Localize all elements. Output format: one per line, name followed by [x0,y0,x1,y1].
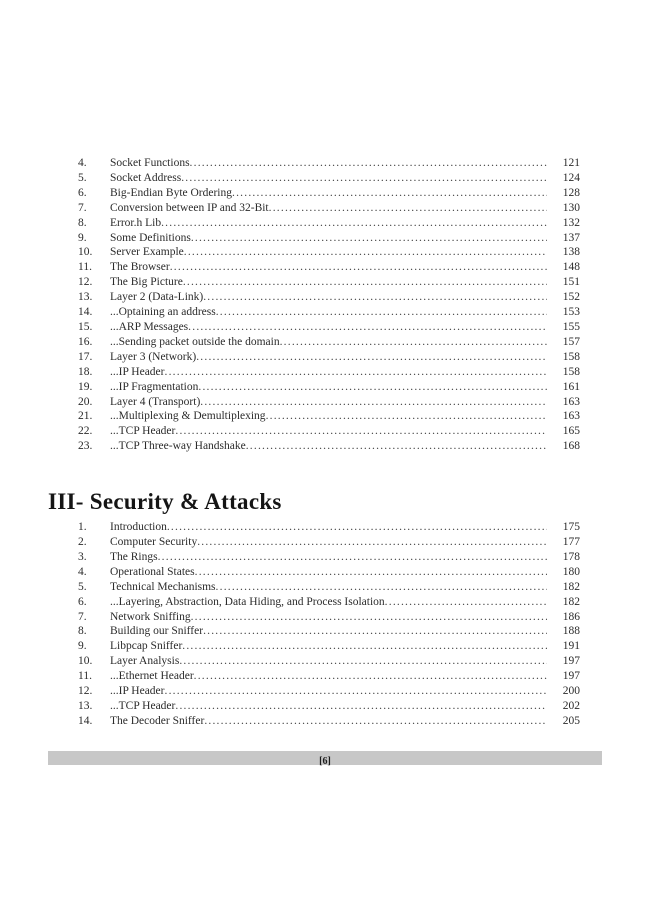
entry-title: ...TCP Three-way Handshake [110,440,246,453]
dot-leader [181,171,547,186]
entry-number: 23. [78,440,93,453]
entry-page: 163 [562,395,580,408]
toc-entry [48,156,580,171]
entry-number: 20. [78,395,93,408]
toc-entry [48,216,580,231]
entry-title: Layer 2 (Data-Link) [110,291,204,304]
entry-title: The Big Picture [110,276,183,289]
toc-entry [48,639,580,654]
toc-entry [48,350,580,365]
entry-number: 2. [78,536,87,549]
toc-entry [48,624,580,639]
toc-entry [48,409,580,424]
entry-number: 15. [78,320,93,333]
dot-leader [216,580,547,595]
entry-page: 182 [562,580,580,593]
dot-leader [197,535,547,550]
toc-list [48,520,580,729]
entry-number: 12. [78,685,93,698]
toc-entry [48,595,580,610]
dot-leader [179,654,547,669]
toc-entry [48,231,580,246]
entry-number: 14. [78,714,93,727]
entry-number: 7. [78,610,87,623]
entry-number: 10. [78,246,93,259]
entry-number: 19. [78,380,93,393]
dot-leader [195,565,547,580]
dot-leader [203,290,547,305]
dot-leader [280,335,547,350]
entry-number: 4. [78,157,87,169]
toc-entry [48,610,580,625]
dot-leader [204,714,547,729]
dot-leader [198,380,547,395]
toc-entry [48,186,580,201]
entry-title: Layer 4 (Transport) [110,395,201,408]
entry-page: 197 [562,655,580,668]
toc-entry [48,395,580,410]
entry-title: Some Definitions [110,231,191,244]
entry-title: ...Multiplexing & Demultiplexing [110,410,266,423]
entry-number: 6. [78,186,87,199]
entry-number: 5. [78,580,87,593]
dot-leader [170,260,547,275]
entry-page: 121 [562,157,580,169]
dot-leader [216,305,547,320]
entry-title: Introduction [110,521,167,534]
entry-title: Conversion between IP and 32-Bit [110,201,269,214]
entry-title: Libpcap Sniffer [110,640,183,653]
toc-entry [48,699,580,714]
entry-title: ...Ethernet Header [110,670,194,683]
toc-entry [48,201,580,216]
toc-entry [48,684,580,699]
toc-entry [48,290,580,305]
entry-page: 148 [562,261,580,274]
entry-title: ...TCP Header [110,425,176,438]
entry-page: 191 [562,640,580,653]
dot-leader [191,231,547,246]
toc-entry [48,535,580,550]
entry-page: 132 [562,216,580,229]
entry-title: Operational States [110,565,195,578]
toc-list [48,156,580,454]
toc-entry [48,520,580,535]
table-of-contents [48,156,580,729]
entry-page: 163 [562,410,580,423]
dot-leader [165,365,548,380]
entry-title: The Browser [110,261,170,274]
entry-number: 22. [78,425,93,438]
toc-section [48,156,580,454]
entry-page: 124 [562,171,580,184]
entry-title: ...Sending packet outside the domain [110,335,280,348]
dot-leader [232,186,547,201]
dot-leader [188,320,547,335]
entry-number: 21. [78,410,93,423]
entry-title: Socket Functions [110,157,190,169]
entry-title: ...IP Header [110,365,165,378]
entry-page: 182 [562,595,580,608]
entry-number: 9. [78,640,87,653]
entry-page: 205 [562,714,580,727]
dot-leader [161,216,547,231]
entry-page: 137 [562,231,580,244]
dot-leader [175,424,547,439]
entry-page: 161 [562,380,580,393]
dot-leader [200,395,547,410]
dot-leader [183,275,547,290]
entry-title: Error.h Lib [110,216,162,229]
entry-page: 197 [562,670,580,683]
toc-entry [48,305,580,320]
entry-title: Big-Endian Byte Ordering [110,186,233,199]
entry-title: ...ARP Messages [110,320,189,333]
entry-page: 188 [562,625,580,638]
entry-title: ...Optaining an address [110,306,216,319]
dot-leader [184,245,547,260]
toc-entry [48,320,580,335]
entry-number: 7. [78,201,87,214]
entry-number: 10. [78,655,93,668]
entry-page: 138 [562,246,580,259]
entry-title: ...IP Fragmentation [110,380,199,393]
dot-leader [175,699,547,714]
entry-number: 13. [78,291,93,304]
entry-page: 178 [562,550,580,563]
footer-page-number: [6] [319,756,331,767]
toc-entry [48,439,580,454]
dot-leader [203,624,547,639]
entry-page: 177 [562,536,580,549]
entry-title: ...TCP Header [110,700,176,712]
entry-page: 157 [562,335,580,348]
entry-page: 151 [562,276,580,289]
dot-leader [158,550,547,565]
entry-page: 158 [562,365,580,378]
toc-entry [48,275,580,290]
toc-section [48,454,580,729]
entry-title: The Rings [110,550,158,563]
entry-title: Layer Analysis [110,655,180,668]
entry-page: 168 [562,440,580,453]
toc-entry [48,365,580,380]
toc-entry [48,669,580,684]
entry-title: The Decoder Sniffer [110,714,205,727]
dot-leader [196,350,547,365]
entry-page: 165 [562,425,580,438]
toc-entry [48,714,580,729]
toc-entry [48,335,580,350]
entry-number: 6. [78,595,87,608]
dot-leader [165,684,548,699]
toc-entry [48,171,580,186]
entry-number: 11. [78,261,92,274]
entry-page: 155 [562,320,580,333]
toc-entry [48,550,580,565]
toc-entry [48,580,580,595]
entry-page: 202 [562,700,580,712]
entry-title: Technical Mechanisms [110,580,216,593]
dot-leader [194,669,547,684]
entry-title: Network Sniffing [110,610,191,623]
toc-entry [48,424,580,439]
entry-number: 3. [78,550,87,563]
toc-entry [48,654,580,669]
entry-page: 130 [562,201,580,214]
footer-bar [48,751,602,765]
entry-page: 152 [562,291,580,304]
toc-entry [48,380,580,395]
entry-number: 9. [78,231,87,244]
entry-number: 14. [78,306,93,319]
entry-page: 175 [562,521,580,534]
entry-title: Building our Sniffer [110,625,204,638]
entry-title: Computer Security [110,536,198,549]
dot-leader [167,520,547,535]
entry-number: 12. [78,276,93,289]
entry-page: 128 [562,186,580,199]
entry-number: 13. [78,700,93,712]
entry-title: ...Layering, Abstraction, Data Hiding, and Process Isolation [110,595,385,608]
entry-page: 180 [562,565,580,578]
toc-entry [48,245,580,260]
entry-number: 18. [78,365,93,378]
entry-title: Layer 3 (Network) [110,350,197,363]
entry-title: Server Example [110,246,184,259]
entry-number: 11. [78,670,92,683]
section-heading: III- Security & Attacks [48,489,282,515]
toc-entry [48,260,580,275]
dot-leader [269,201,547,216]
entry-number: 17. [78,350,93,363]
dot-leader [191,610,547,625]
dot-leader [190,156,547,171]
entry-page: 153 [562,306,580,319]
dot-leader [246,439,547,454]
entry-page: 158 [562,350,580,363]
entry-number: 16. [78,335,93,348]
entry-title: Socket Address [110,171,182,184]
entry-number: 8. [78,216,87,229]
dot-leader [182,639,547,654]
toc-entry [48,565,580,580]
dot-leader [385,595,547,610]
entry-page: 200 [562,685,580,698]
entry-number: 8. [78,625,87,638]
entry-number: 5. [78,171,87,184]
entry-number: 1. [78,521,87,534]
entry-number: 4. [78,565,87,578]
dot-leader [266,409,547,424]
entry-page: 186 [562,610,580,623]
entry-title: ...IP Header [110,685,165,698]
